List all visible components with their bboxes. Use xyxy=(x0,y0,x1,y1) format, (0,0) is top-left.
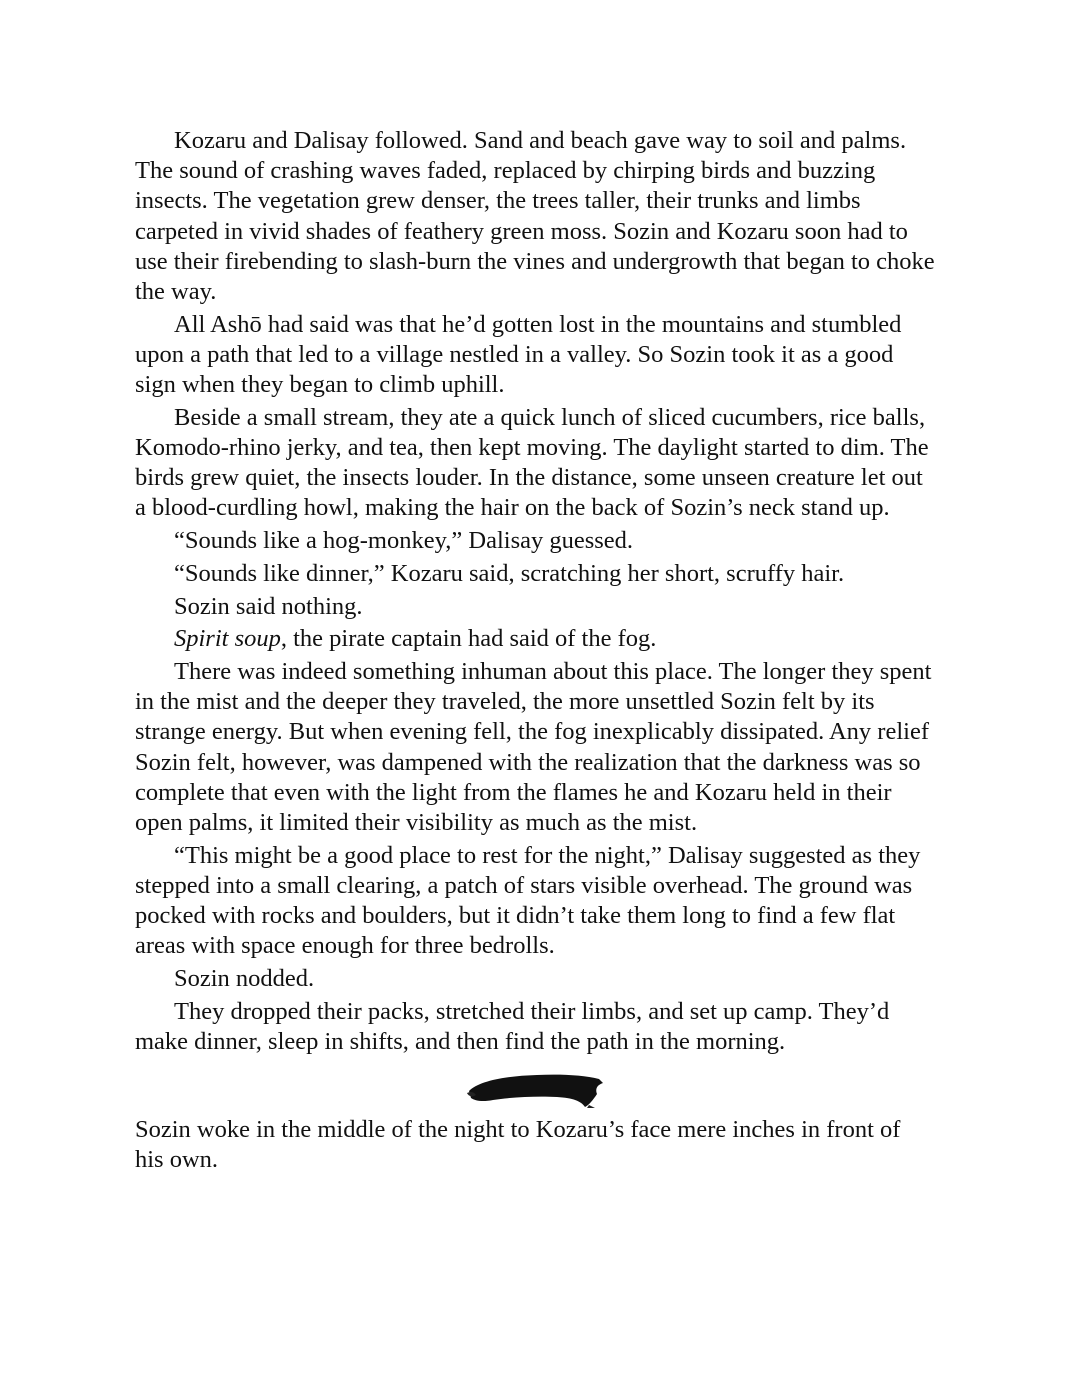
paragraph: “Sounds like dinner,” Kozaru said, scratching her short, scruffy hair. xyxy=(174,559,845,587)
paragraph: “This might be a good place to rest for the night,” Dalisay suggested as they stepped into a small clearing, a patch of stars visible overhead. The ground was pocked with rocks and boulders, but it didn’t take them long to find a few flat areas with space enough for three bedrolls. xyxy=(135,841,921,960)
paragraph xyxy=(135,624,935,654)
paragraph: They dropped their packs, stretched their limbs, and set up camp. They’d make dinner, sleep in shifts, and then find the path in the morning. xyxy=(135,997,890,1055)
page-body xyxy=(135,126,935,1178)
italic-phrase: Spirit soup xyxy=(174,625,281,653)
section-break xyxy=(135,1061,935,1113)
paragraph: There was indeed something inhuman about this place. The longer they spent in the mist and the deeper they traveled, the more unsettled Sozin felt by its strange energy. But when evening fell, the fog inexplicably dissipated. Any relief Sozin felt, however, was dampened with the realization that the darkness was so complete that even with the light from the flames he and Kozaru held in their open palms, it limited their visibility as much as the mist. xyxy=(135,657,932,836)
paragraph: Beside a small stream, they ate a quick lunch of sliced cucumbers, rice balls, Komodo-rhino jerky, and tea, then kept moving. The daylight started to dim. The birds grew quiet, the insects louder. In the distance, some unseen creature let out a blood-curdling howl, making the hair on the back of Sozin’s neck stand up. xyxy=(135,403,929,522)
brush-stroke-icon xyxy=(465,1067,605,1109)
paragraph: Sozin nodded. xyxy=(174,964,315,992)
paragraph: All Ashō had said was that he’d gotten lost in the mountains and stumbled upon a path that led to a village nestled in a valley. So Sozin took it as a good sign when they began to climb uphill. xyxy=(135,310,902,399)
paragraph: “Sounds like a hog-monkey,” Dalisay guessed. xyxy=(174,527,634,555)
paragraph: Kozaru and Dalisay followed. Sand and beach gave way to soil and palms. The sound of crashing waves faded, replaced by chirping birds and buzzing insects. The vegetation grew denser, the trees taller, their trunks and limbs carpeted in vivid shades of feathery green moss. Sozin and Kozaru soon had to use their firebending to slash-burn the vines and undergrowth that began to choke the way. xyxy=(135,127,935,306)
paragraph: Sozin said nothing. xyxy=(174,592,363,620)
paragraph-rest: , the pirate captain had said of the fog. xyxy=(280,625,657,653)
paragraph-after-break: Sozin woke in the middle of the night to Kozaru’s face mere inches in front of his own. xyxy=(135,1116,901,1174)
